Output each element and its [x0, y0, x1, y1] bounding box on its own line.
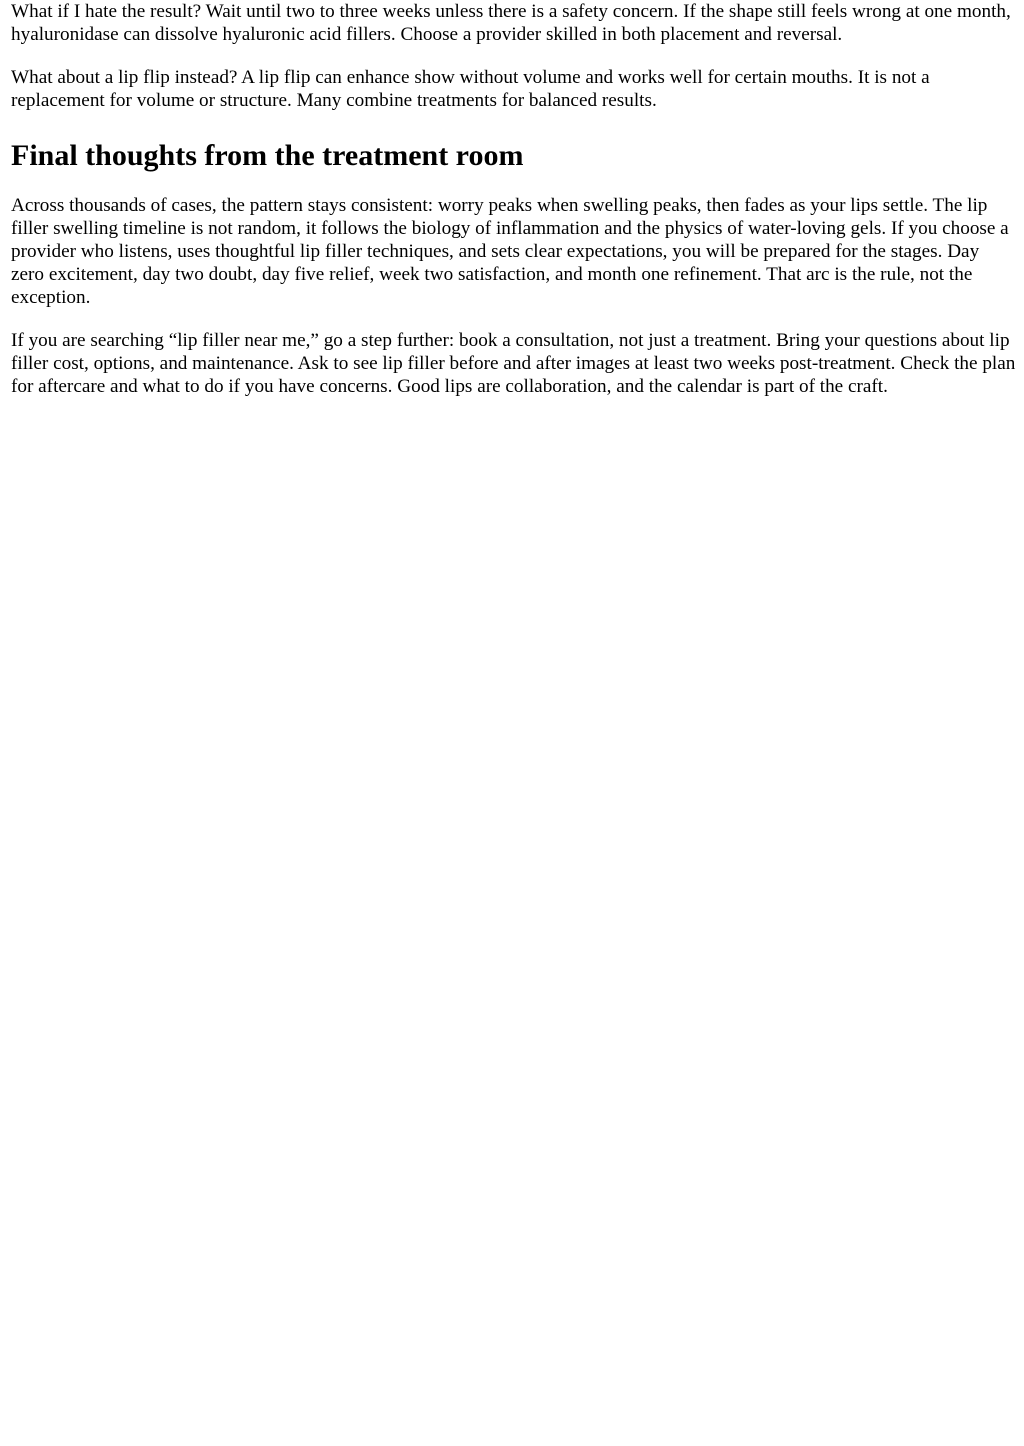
faq-hate-result-paragraph: What if I hate the result? Wait until two to three weeks unless there is a safety concern. If the shape still feels wrong at one month, hyaluronidase can dissolve hyaluronic acid fillers. Choose a provider skilled in both placement and reversal. [11, 1, 1011, 45]
faq-lip-flip-paragraph: What about a lip flip instead? A lip flip can enhance show without volume and works well for certain mouths. It is not a replacement for volume or structure. Many combine treatments for balanced results. [11, 67, 930, 111]
final-thoughts-paragraph-1: Across thousands of cases, the pattern stays consistent: worry peaks when swelling peaks, then fades as your lips settle. The lip filler swelling timeline is not random, it follows the biology of inflammation and the physics of water-loving gels. If you choose a provider who listens, uses thoughtful lip filler techniques, and sets clear expectations, you will be prepared for the stages. Day zero excitement, day two doubt, day five relief, week two satisfaction, and month one refinement. That arc is the rule, not the exception. [11, 195, 1009, 308]
article-body [0, 0, 1024, 398]
final-thoughts-paragraph-2: If you are searching “lip filler near me,” go a step further: book a consultation, not just a treatment. Bring your questions about lip filler cost, options, and maintenance. Ask to see lip filler before and after images at least two weeks post-treatment. Check the plan for aftercare and what to do if you have concerns. Good lips are collaboration, and the calendar is part of the craft. [11, 330, 1016, 397]
section-heading-final-thoughts: Final thoughts from the treatment room [11, 139, 524, 172]
